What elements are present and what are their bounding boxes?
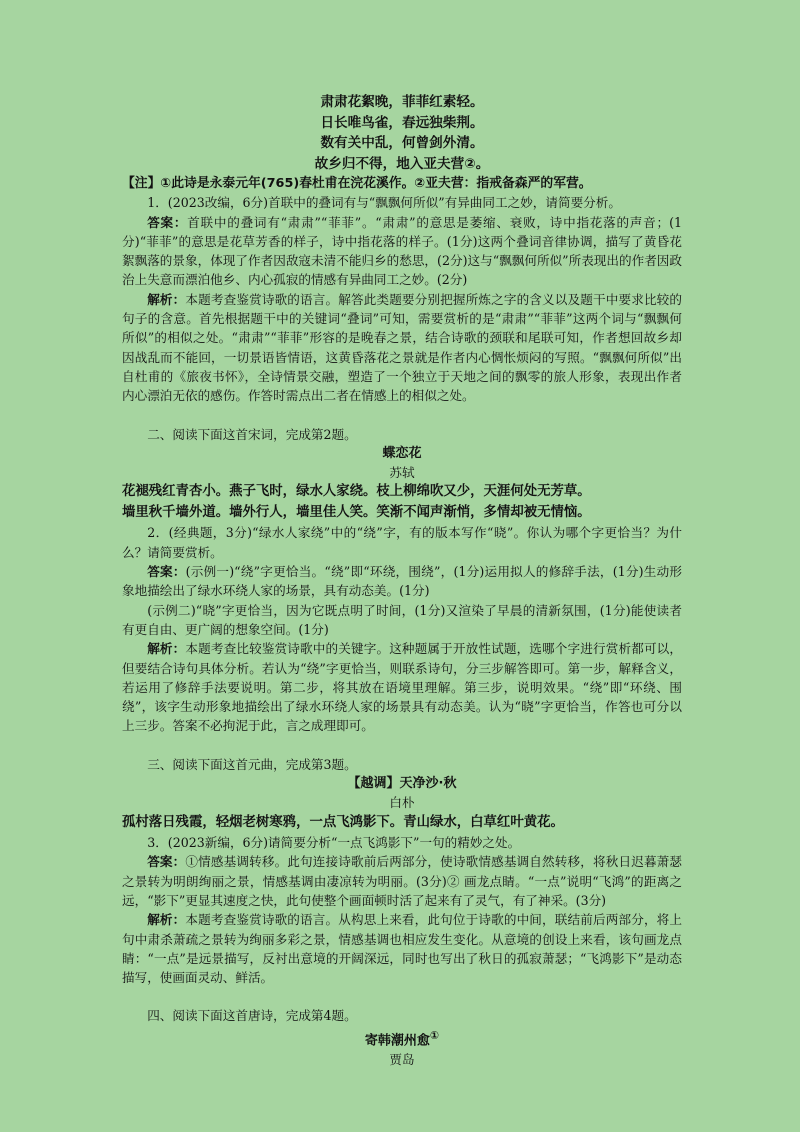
- question-text: 1．(2023改编，6分)首联中的叠词有与“飘飘何所似”有异曲同工之妙，请简要分析。: [147, 195, 621, 211]
- section-heading: 四、阅读下面这首唐诗，完成第4题。: [147, 1008, 357, 1024]
- poem-line: 日长唯鸟雀，春远独柴荆。: [320, 114, 484, 131]
- poem-author: 苏轼: [389, 465, 415, 481]
- analysis-label: 解析：: [147, 912, 186, 928]
- analysis-label: 解析：: [147, 291, 186, 307]
- analysis-text: 本题考查比较鉴赏诗歌中的关键字。这种题属于开放性试题，选哪个字进行赏析都可以，但要结合诗句具体分析。若认为“绕”字更恰当，则联系诗句，分三步解答即可。第一步，解释含义，若运用了修辞手法要说明。第二步，将其放在语境里理解。第三步，说明效果。“绕”即“环绕、围绕”，该字生动形象地描绘出了绿水环绕人家的场景具有动态美。认为“晓”字更恰当，作答也可分以上三步。答案不必拘泥于此，言之成理即可。: [122, 641, 683, 734]
- question-3: [122, 833, 682, 987]
- answer-paragraph: [122, 852, 682, 910]
- answer-text: ①情感基调转移。此句连接诗歌前后两部分，使诗歌情感基调自然转移，将秋日迟暮萧瑟之景转为明朗绚丽之景，情感基调由凄凉转为明丽。(3分)② 画龙点睛。“一点”说明“飞鸿”的距离之远，“影下”更显其速度之快，此句使整个画面顿时活了起来有了灵气，有了神采。(3分): [122, 854, 683, 908]
- footnote-marker: ①: [429, 1028, 440, 1042]
- question-2: [122, 523, 682, 735]
- poem-author: 白朴: [389, 795, 415, 811]
- analysis-text: 本题考查鉴赏诗歌的语言。解答此类题要分别把握所炼之字的含义以及题干中要求比较的句子的含意。首先根据题干中的关键词“叠词”可知，需要赏析的是“肃肃”“菲菲”这两个词与“飘飘何所似”的相似之处。“肃肃”“菲菲”形容的是晚春之景，结合诗歌的颈联和尾联可知，作者想回故乡却因战乱而不能回，一切景语皆情语，这黄昏落花之景就是作者内心惆怅烦闷的写照。“飘飘何所似”出自杜甫的《旅夜书怀》，全诗情景交融，塑造了一个独立于天地之间的飘零的旅人形象，表现出作者内心漂泊无依的感伤。作答时需点出二者在情感上的相似之处。: [122, 291, 683, 404]
- question-text: 2．(经典题，3分)“绿水人家绕”中的“绕”字，有的版本写作“晓”。你认为哪个字更恰当？为什么？请简要赏析。: [122, 525, 682, 560]
- answer-paragraph-2: (示例二)“晓”字更恰当，因为它既点明了时间，(1分)又渲染了早晨的清新氛围，(1分)能使读者有更自由、更广阔的想象空间。(1分): [122, 602, 682, 637]
- poem-author: 贾岛: [389, 1052, 415, 1068]
- analysis-paragraph: [122, 290, 682, 406]
- poem-line: 数有关中乱，何曾剑外清。: [320, 135, 484, 151]
- poem-line: 花褪残红青杏小。燕子飞时，绿水人家绕。枝上柳绵吹又少，天涯何处无芳草。: [122, 484, 591, 500]
- poem-line: 肃肃花絮晚，菲菲红素轻。: [320, 94, 484, 110]
- poem-title: 【越调】天净沙·秋: [347, 776, 457, 792]
- document-body: [122, 92, 682, 1070]
- answer-label: 答案：: [147, 854, 186, 870]
- section-3: [122, 755, 682, 833]
- answer-label: 答案：: [147, 564, 186, 580]
- analysis-paragraph: [122, 910, 682, 987]
- section-heading: 二、阅读下面这首宋词，完成第2题。: [147, 426, 357, 442]
- section-heading: 三、阅读下面这首元曲，完成第3题。: [147, 756, 357, 772]
- answer-paragraph: [122, 562, 682, 601]
- section-4: [122, 1006, 682, 1069]
- analysis-text: 本题考查鉴赏诗歌的语言。从构思上来看，此句位于诗歌的中间，联结前后两部分，将上句中肃杀萧疏之景转为绚丽多彩之景，情感基调也相应发生变化。从意境的创设上来看，该句画龙点睛：“一点”是远景描写，反衬出意境的开阔深远，同时也写出了秋日的孤寂萧瑟；“飞鸿影下”是动态描写，使画面灵动、鲜活。: [122, 912, 683, 986]
- answer-text: 首联中的叠词有“肃肃”“菲菲”。“肃肃”的意思是萎缩、衰败，诗中指花落的声音；(1分)“菲菲”的意思是花草芳香的样子，诗中指花落的样子。(1分)这两个叠词音律协调，描写了黄昏花絮飘落的景象，体现了作者因敌寇未清不能归乡的愁思，(2分)这与“飘飘何所似”所表现出的作者因政治上失意而漂泊他乡、内心孤寂的情感有异曲同工之妙。(2分): [122, 214, 683, 288]
- poem-title-text: 寄韩潮州愈: [364, 1033, 430, 1049]
- question-1: [122, 193, 682, 405]
- analysis-label: 解析：: [147, 641, 186, 657]
- poem-note: 【注】①此诗是永泰元年(765)春杜甫在浣花溪作。②亚夫营：指戒备森严的军营。: [122, 176, 592, 191]
- poem-line: 孤村落日残霞，轻烟老树寒鸦，一点飞鸿影下。青山绿水，白草红叶黄花。: [122, 814, 564, 830]
- answer-label: 答案：: [147, 214, 188, 230]
- poem-title: 蝶恋花: [382, 445, 422, 461]
- poem-1: [122, 92, 682, 193]
- analysis-paragraph: [122, 639, 682, 735]
- poem-line: 墙里秋千墙外道。墙外行人，墙里佳人笑。笑渐不闻声渐悄，多情却被无情恼。: [122, 504, 591, 520]
- answer-text: (示例一)“绕”字更恰当。“绕”即“环绕，围绕”，(1分)运用拟人的修辞手法，(1分)生动形象地描绘出了绿水环绕人家的场景，具有动态美。(1分): [122, 564, 683, 599]
- question-text: 3．(2023新编，6分)请简要分析“一点飞鸿影下”一句的精妙之处。: [147, 835, 521, 851]
- answer-paragraph: [122, 213, 682, 290]
- section-2: [122, 425, 682, 524]
- poem-title: [122, 1026, 682, 1051]
- poem-line: 故乡归不得，地入亚夫营②。: [314, 155, 490, 172]
